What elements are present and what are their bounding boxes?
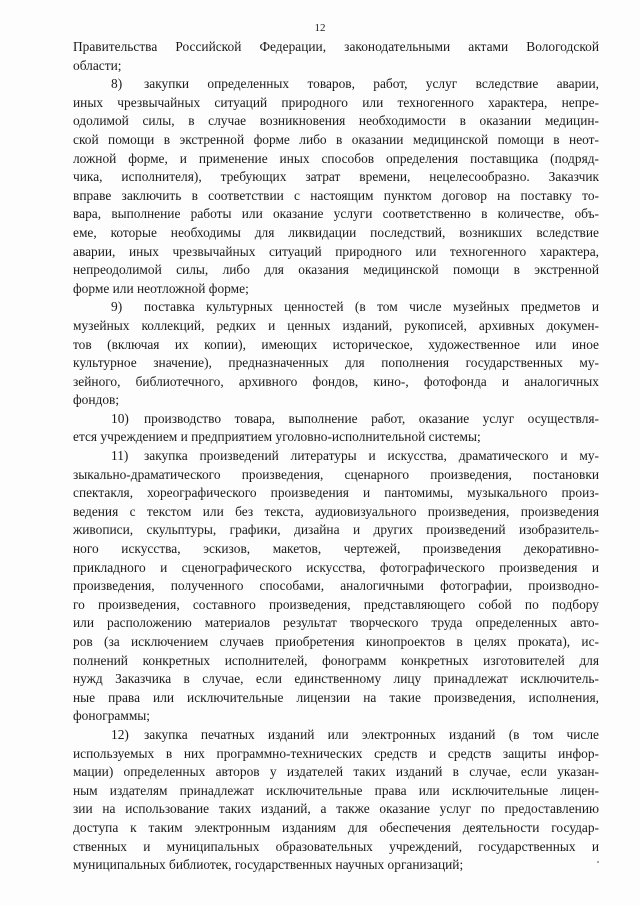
- text-line: прикладного и сценографического искусства, фотографического произведения и: [73, 559, 599, 575]
- item-number: 11): [111, 448, 129, 464]
- paragraph: [73, 75, 599, 298]
- text-line: полнений конкретных исполнителей, фонограмм конкретных изготовителей для: [73, 652, 599, 668]
- text-line: вара, выполнение работы или оказание услуги соответственно в количестве, объ-: [73, 206, 599, 222]
- text-line: живописи, скульптуры, графики, дизайна и других произведений изобразитель-: [73, 522, 599, 538]
- item-number: 8): [111, 76, 123, 92]
- text-line: ется учреждением и предприятием уголовно-исполнительной системы;: [73, 429, 481, 445]
- document-body: [73, 38, 599, 875]
- text-line: фондов;: [73, 392, 120, 408]
- text-line: Правительства Российской Федерации, законодательными актами Вологодской: [73, 39, 599, 54]
- line-text: поставка культурных ценностей (в том числе музейных предметов и: [144, 299, 599, 315]
- text-line: [73, 75, 599, 94]
- scan-speck: [597, 861, 599, 863]
- text-line: муниципальных библиотек, государственных научных организаций;: [73, 857, 464, 873]
- text-line: еме, которые необходимы для ликвидации последствий, возникших вследствие: [73, 224, 599, 240]
- text-line: аварии, иных чрезвычайных ситуаций природного или техногенного характера,: [73, 243, 599, 259]
- text-line: произведения, полученного способами, аналогичными фотографии, производно-: [73, 578, 599, 594]
- text-line: ным издателям принадлежат исключительные права или исключительные лицен-: [73, 782, 599, 798]
- text-line: [73, 726, 599, 745]
- text-line: спектакля, хореографического произведения и пантомимы, музыкального произ-: [73, 485, 599, 501]
- text-line: зыкально-драматического произведения, сценарного произведения, постановки: [73, 466, 599, 482]
- line-text: производство товара, выполнение работ, оказание услуг осуществля-: [144, 410, 599, 426]
- item-number: 9): [111, 299, 123, 315]
- text-line: [73, 447, 599, 466]
- text-line: [73, 410, 599, 429]
- text-line: доступа к таким электронным изданиям для обеспечения деятельности государ-: [73, 819, 599, 835]
- paragraph: [73, 298, 599, 410]
- text-line: музейных коллекций, редких и ценных изданий, рукописей, архивных докумен-: [73, 317, 599, 333]
- item-number: 10): [111, 410, 129, 426]
- text-line: чика, исполнителя), требующих затрат времени, нецелесообразно. Заказчик: [73, 169, 599, 185]
- text-line: одолимой силы, в случае возникновения необходимости в оказании медицин-: [73, 113, 599, 129]
- text-line: ственных и муниципальных образовательных учреждений, государственных и: [73, 838, 599, 854]
- text-line: [73, 298, 599, 317]
- text-line: ской помощи в экстренной форме либо в оказании медицинской помощи в неот-: [73, 131, 599, 147]
- text-line: зейного, библиотечного, архивного фондов, кино-, фотофонда и аналогичных: [73, 373, 599, 389]
- text-line: зии на использование таких изданий, а также оказание услуг по предоставлению: [73, 801, 599, 817]
- text-line: тов (включая их копии), имеющих историческое, художественное или иное: [73, 336, 599, 352]
- text-line: ров (за исключением случаев приобретения кинопроектов в целях проката), ис-: [73, 634, 599, 649]
- text-line: используемых в них программно-технических средств и средств защиты инфор-: [73, 745, 599, 761]
- text-line: го произведения, составного произведения, представляющего собой по подбору: [73, 596, 599, 612]
- text-line: непреодолимой силы, либо для оказания медицинской помощи в экстренной: [73, 262, 599, 278]
- text-line: вправе заключить в соответствии с настоящим пунктом договор на поставку то-: [73, 187, 599, 203]
- text-line: ные права или исключительные лицензии на такие произведения, исполнения,: [73, 689, 599, 705]
- text-line: нужд Заказчика в случае, если единственному лицу принадлежат исключитель-: [73, 671, 599, 687]
- paragraph: [73, 726, 599, 875]
- paragraph: [73, 38, 599, 75]
- text-line: ложной форме, и применение иных способов определения поставщика (подряд-: [73, 150, 599, 166]
- paragraph: [73, 447, 599, 726]
- text-line: ного искусства, эскизов, макетов, чертежей, произведения декоративно-: [73, 541, 599, 557]
- text-line: иных чрезвычайных ситуаций природного или техногенного характера, непре-: [73, 94, 599, 110]
- paragraph: [73, 410, 599, 447]
- text-line: мации) определенных авторов у издателей таких изданий в случае, если указан-: [73, 764, 599, 780]
- line-text: закупка произведений литературы и искусства, драматического и му-: [144, 448, 599, 464]
- text-line: культурное значение), предназначенных для пополнения государственных му-: [73, 355, 599, 371]
- item-number: 12): [111, 726, 129, 742]
- text-line: форме или неотложной форме;: [73, 280, 249, 296]
- line-text: закупки определенных товаров, работ, услуг вследствие аварии,: [144, 76, 599, 92]
- text-line: ведения с текстом или без текста, аудиовизуального произведения, произведения: [73, 503, 599, 519]
- page-number: 12: [314, 22, 326, 34]
- text-line: или расположению материалов результат творческого труда определенных авто-: [73, 615, 599, 631]
- line-text: закупка печатных изданий или электронных изданий (в том числе: [144, 726, 599, 742]
- text-line: фонограммы;: [73, 708, 151, 724]
- text-line: области;: [73, 57, 122, 73]
